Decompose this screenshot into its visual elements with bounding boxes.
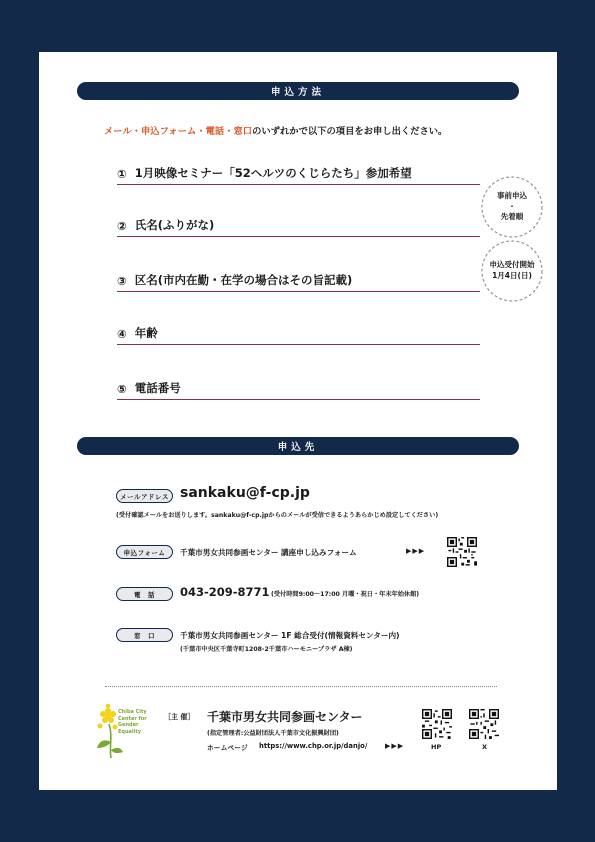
badge-line: ・ [508, 201, 516, 211]
email-label: メールアドレス [116, 489, 173, 503]
arrow-icon: ▶▶▶ [406, 547, 426, 555]
email-address[interactable]: sankaku@f-cp.jp [180, 485, 310, 501]
organizer-label: ［主 催］ [164, 713, 195, 721]
item-text: 年齢 [134, 326, 158, 340]
intro-text [104, 123, 524, 137]
hp-qr-code[interactable] [422, 709, 452, 739]
flyer-page [39, 52, 557, 790]
list-item [117, 219, 480, 237]
window-label: 窓 口 [116, 628, 173, 642]
advance-booking-badge [479, 174, 545, 240]
item-number: ⑤ [117, 382, 127, 396]
list-item [117, 382, 480, 400]
list-item [117, 327, 480, 345]
organizer-name: 千葉市男女共同参画センター [207, 710, 363, 724]
qr-x-label: X [482, 743, 488, 751]
item-text: 氏名(ふりがな) [134, 218, 215, 232]
arrow-icon: ▶▶▶ [385, 742, 405, 750]
window-address: (千葉市中央区千葉寺町1208-2千葉市ハーモニープラザ A棟) [180, 646, 353, 653]
intro-rest: のいずれかで以下の項目をお申し出ください。 [252, 126, 448, 137]
apply-to-heading: 申込先 [77, 437, 519, 455]
email-note: (受付確認メールをお送りします。sankaku@f-cp.jpからのメールが受信できるようあらかじめ設定してください) [116, 512, 439, 519]
apply-method-heading: 申込方法 [77, 82, 519, 100]
item-text: 区名(市内在勤・在学の場合はその旨記載) [134, 273, 353, 287]
tel-label: 電 話 [116, 587, 173, 601]
badge-line: 申込受付開始 [489, 260, 535, 270]
tel-note: (受付時間9:00～17:00 月曜・祝日・年末年始休館) [271, 591, 420, 598]
intro-methods: メール・申込フォーム・電話・窓口 [104, 126, 253, 137]
x-qr-code[interactable] [469, 709, 499, 739]
divider [105, 686, 497, 687]
form-qr-code[interactable] [447, 537, 477, 567]
item-text: 電話番号 [134, 381, 181, 395]
item-text: 1月映像セミナー「52ヘルツのくじらたち」参加希望 [134, 166, 412, 180]
list-item [117, 167, 480, 185]
application-start-badge [479, 238, 545, 304]
item-number: ③ [117, 274, 127, 288]
qr-hp-label: HP [431, 743, 442, 751]
badge-line: 事前申込 [497, 190, 527, 200]
organizer-manager: (指定管理者:公益財団法人千葉市文化振興財団) [207, 730, 339, 737]
homepage-label: ホームページ [207, 744, 248, 752]
item-number: ② [117, 219, 127, 233]
logo-text: Chiba City Center for Gender Equality [118, 709, 147, 735]
item-number: ① [117, 167, 127, 181]
form-label: 申込フォーム [116, 545, 173, 559]
badge-line: 先着順 [500, 212, 524, 222]
window-text: 千葉市男女共同参画センター 1F 総合受付(情報資料センター内) [180, 631, 400, 640]
homepage-url[interactable]: https://www.chp.or.jp/danjo/ [259, 742, 368, 750]
form-link[interactable]: 千葉市男女共同参画センター 講座申し込みフォーム [180, 548, 357, 557]
list-item [117, 274, 480, 292]
badge-line: 1月4日(日) [492, 271, 532, 280]
tel-number[interactable]: 043-209-8771 [180, 585, 270, 599]
item-number: ④ [117, 327, 127, 341]
